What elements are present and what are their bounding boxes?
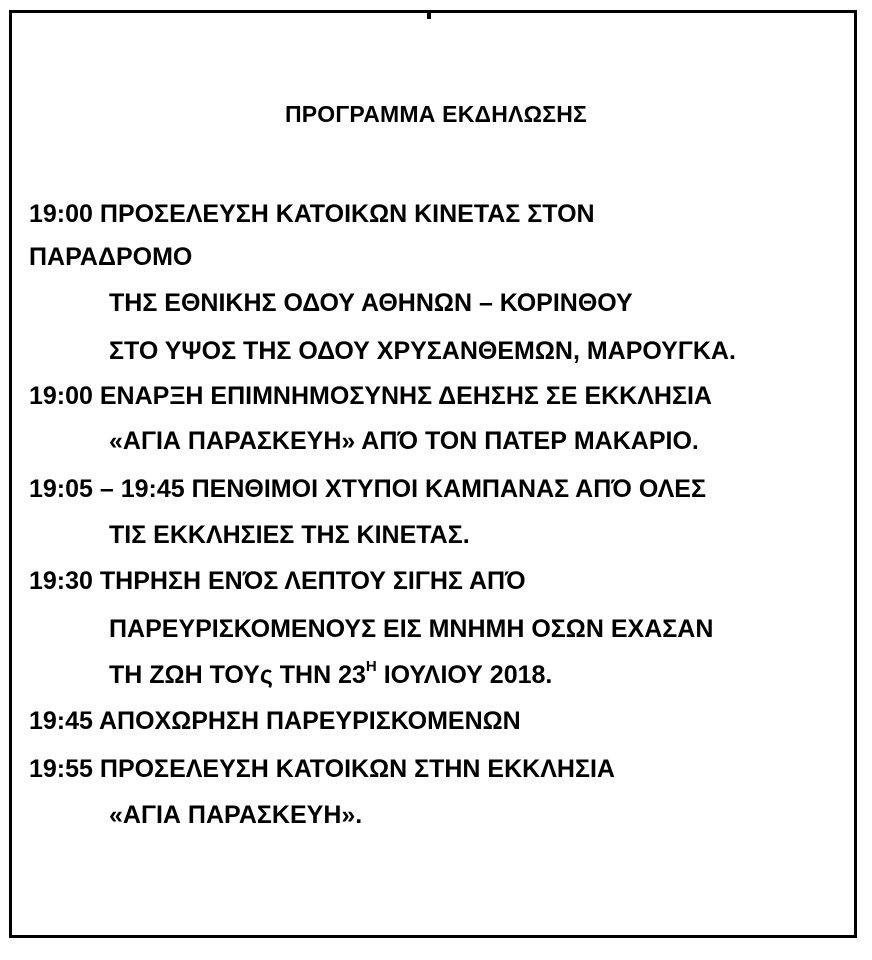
schedule-line-1: 19:00 ΠΡΟΣΕΛΕΥΣΗ ΚΑΤΟΙΚΩΝ ΚΙΝΕΤΑΣ ΣΤΟΝ — [29, 200, 595, 228]
schedule-line-11-date: ΙΟΥΛΙΟΥ 2018. — [376, 661, 553, 689]
schedule-line-11-text: ΤΗ ΖΩΗ ΤΟΥς ΤΗΝ 23 — [109, 661, 366, 689]
schedule-line-11 — [109, 660, 552, 694]
schedule-line-14: «ΑΓΙΑ ΠΑΡΑΣΚΕΥΗ». — [109, 801, 363, 829]
schedule-line-13: 19:55 ΠΡΟΣΕΛΕΥΣΗ ΚΑΤΟΙΚΩΝ ΣΤΗΝ ΕΚΚΛΗΣΙΑ — [29, 755, 615, 783]
schedule-line-4: ΣΤΟ ΥΨΟΣ ΤΗΣ ΟΔΟΥ ΧΡΥΣΑΝΘΕΜΩΝ, ΜΑΡΟΥΓΚΑ. — [109, 337, 736, 365]
schedule-line-6: «ΑΓΙΑ ΠΑΡΑΣΚΕΥΗ» ΑΠΌ ΤΟΝ ΠΑΤΕΡ ΜΑΚΑΡΙΟ. — [109, 427, 699, 455]
schedule-line-3: ΤΗΣ ΕΘΝΙΚΗΣ ΟΔΟΥ ΑΘΗΝΩΝ – ΚΟΡΙΝΘΟΥ — [109, 289, 633, 317]
border-tick-mark — [427, 10, 431, 19]
schedule-line-10: ΠΑΡΕΥΡΙΣΚΟΜΕΝΟΥΣ ΕΙΣ ΜΝΗΜΗ ΟΣΩΝ ΕΧΑΣΑΝ — [109, 615, 714, 643]
document-title: ΠΡΟΓΡΑΜΜΑ ΕΚΔΗΛΩΣΗΣ — [284, 101, 588, 127]
schedule-line-9: 19:30 ΤΗΡΗΣΗ ΕΝΌΣ ΛΕΠΤΟΥ ΣΙΓΗΣ ΑΠΌ — [29, 567, 526, 595]
schedule-line-8: ΤΙΣ ΕΚΚΛΗΣΙΕΣ ΤΗΣ ΚΙΝΕΤΑΣ. — [109, 521, 470, 549]
date-superscript: Η — [365, 658, 377, 675]
schedule-line-2: ΠΑΡΑΔΡΟΜΟ — [29, 243, 193, 271]
schedule-line-7: 19:05 – 19:45 ΠΕΝΘΙΜΟΙ ΧΤΥΠΟΙ ΚΑΜΠΑΝΑΣ ΑΠΌ ΟΛΕΣ — [29, 475, 706, 503]
schedule-line-12: 19:45 ΑΠΟΧΩΡΗΣΗ ΠΑΡΕΥΡΙΣΚΟΜΕΝΩΝ — [29, 707, 521, 735]
schedule-line-5: 19:00 ΕΝΑΡΞΗ ΕΠΙΜΝΗΜΟΣΥΝΗΣ ΔΕΗΣΗΣ ΣΕ ΕΚΚΛΗΣΙΑ — [29, 382, 712, 410]
